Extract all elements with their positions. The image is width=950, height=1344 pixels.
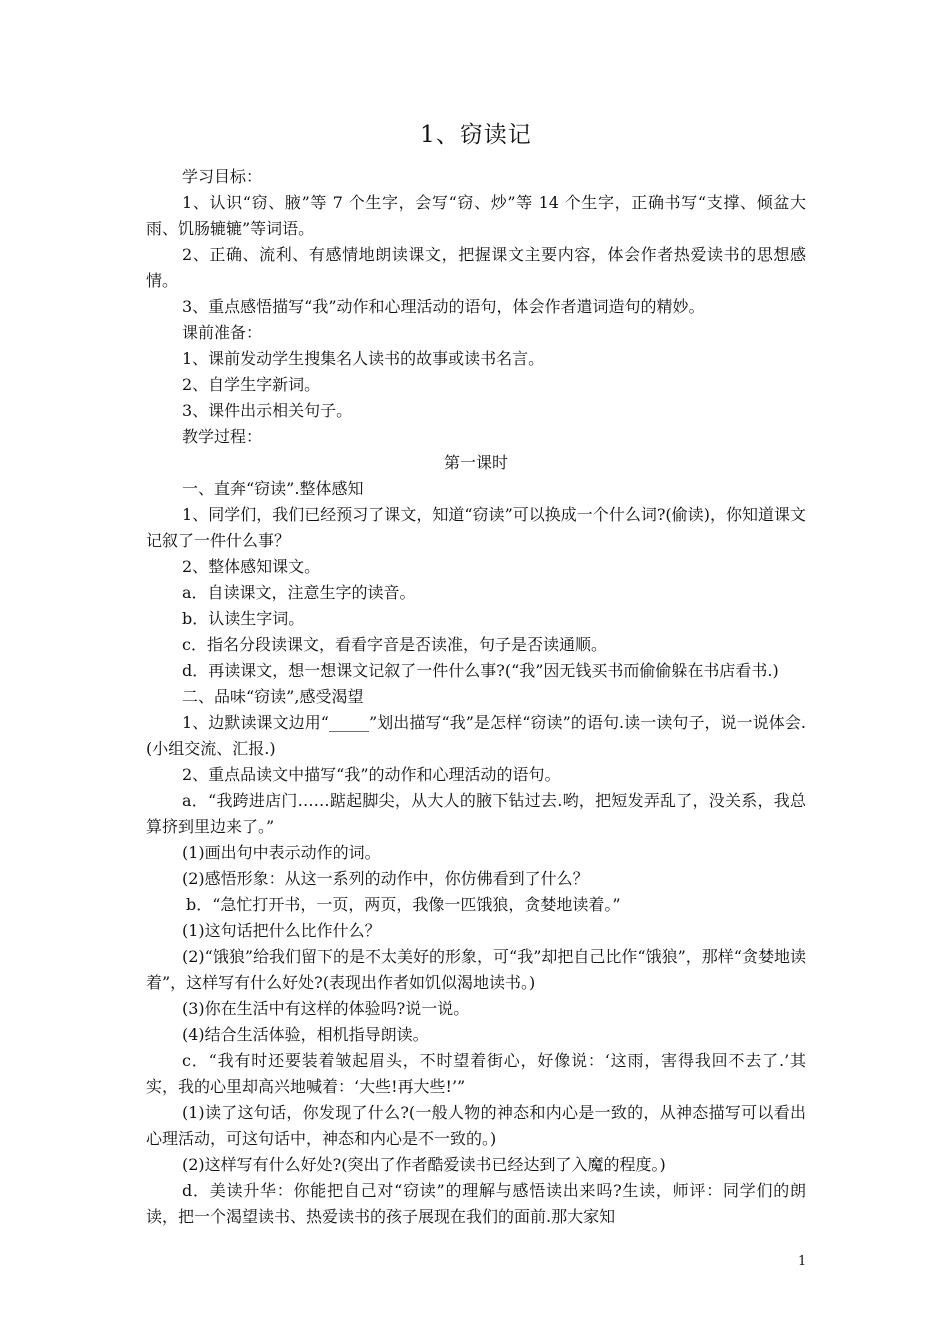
paragraph-quote-a-q1: (1)画出句中表示动作的词。 <box>182 843 381 862</box>
paragraph-quote-a-q2: (2)感悟形象：从这一系列的动作中，你仿佛看到了什么？ <box>182 869 589 888</box>
paragraph-preparation-heading: 课前准备： <box>182 323 263 342</box>
paragraph-quote-b-q1: (1)这句话把什么比作什么？ <box>182 921 381 940</box>
paragraph-quote-c-q2: (2)这样写有什么好处?(突出了作者酷爱读书已经达到了入魔的程度。) <box>182 1155 666 1174</box>
paragraph-process-heading: 教学过程： <box>182 427 263 446</box>
page-number: 1 <box>798 1254 807 1269</box>
paragraph-step-d-reading: d．美读升华：你能把自己对“窃读”的理解与感悟读出来吗?生读，师评：同学们的朗读，把一个渴望读书、热爱读书的孩子展现在我们的面前.那大家知 <box>146 1181 806 1226</box>
paragraph-part-2-heading: 二、品味“窃读”,感受渴望 <box>182 687 364 706</box>
section-heading: 第一课时 <box>443 453 508 472</box>
paragraph-quote-c: c．“我有时还要装着皱起眉头，不时望着街心，好像说：‘这雨，害得我回不去了.’其实，我的心里却高兴地喊着：‘大些!再大些!’” <box>146 1051 806 1096</box>
paragraph-part-1-step-1: 1、同学们，我们已经预习了课文，知道“窃读”可以换成一个什么词?(偷读)，你知道课文记叙了一件什么事？ <box>146 505 806 550</box>
document-page <box>146 112 806 1230</box>
paragraph-quote-b: b．“急忙打开书，一页，两页，我像一匹饿狼，贪婪地读着。” <box>186 895 621 914</box>
paragraph-part-1-heading: 一、直奔“窃读”.整体感知 <box>182 479 364 498</box>
paragraph-preparation-3: 3、课件出示相关句子。 <box>182 401 353 420</box>
paragraph-part-1-step-d: d．再读课文，想一想课文记叙了一件什么事?(“我”因无钱买书而偷偷躲在书店看书.) <box>182 661 779 680</box>
paragraph-quote-c-q1: (1)读了这句话，你发现了什么?(一般人物的神态和内心是一致的，从神态描写可以看出心理活动，可这句话中，神态和内心是不一致的。) <box>146 1103 806 1148</box>
paragraph-part-2-step-2: 2、重点品读文中描写“我”的动作和心理活动的语句。 <box>182 765 561 784</box>
paragraph-preparation-1: 1、课前发动学生搜集名人读书的故事或读书名言。 <box>182 349 545 368</box>
paragraph-part-1-step-b: b．认读生字词。 <box>182 609 305 628</box>
document-title: 1、窃读记 <box>420 122 532 148</box>
paragraph-quote-b-q3: (3)你在生活中有这样的体验吗?说一说。 <box>182 999 470 1018</box>
paragraph-quote-b-q2: (2)“饿狼”给我们留下的是不太美好的形象，可“我”却把自己比作“饿狼”，那样“贪婪地读着”，这样写有什么好处?(表现出作者如饥似渴地读书。) <box>146 947 806 992</box>
paragraph-part-2-step-1: 1、边默读课文边用“_____”划出描写“我”是怎样“窃读”的语句.读一读句子，说一说体会.(小组交流、汇报.) <box>146 713 806 758</box>
paragraph-part-1-step-c: c．指名分段读课文，看看字音是否读准，句子是否读通顺。 <box>182 635 607 654</box>
paragraph-objective-3: 3、重点感悟描写“我”动作和心理活动的语句，体会作者遣词造句的精妙。 <box>182 297 705 316</box>
paragraph-objective-2: 2、正确、流利、有感情地朗读课文，把握课文主要内容，体会作者热爱读书的思想感情。 <box>146 245 806 290</box>
paragraph-objective-1: 1、认识“窃、腋”等 7 个生字，会写“窃、炒”等 14 个生字，正确书写“支撑、倾盆大雨、饥肠辘辘”等词语。 <box>146 193 806 238</box>
paragraph-preparation-2: 2、自学生字新词。 <box>182 375 321 394</box>
paragraph-quote-a: a．“我跨进店门……踮起脚尖，从大人的腋下钻过去.哟，把短发弄乱了，没关系，我总算挤到里边来了。” <box>146 791 806 836</box>
paragraph-part-1-step-a: a．自读课文，注意生字的读音。 <box>182 583 416 602</box>
paragraph-part-1-step-2: 2、整体感知课文。 <box>182 557 321 576</box>
paragraph-quote-b-q4: (4)结合生活体验，相机指导朗读。 <box>182 1025 429 1044</box>
paragraph-objectives-heading: 学习目标： <box>182 167 263 186</box>
